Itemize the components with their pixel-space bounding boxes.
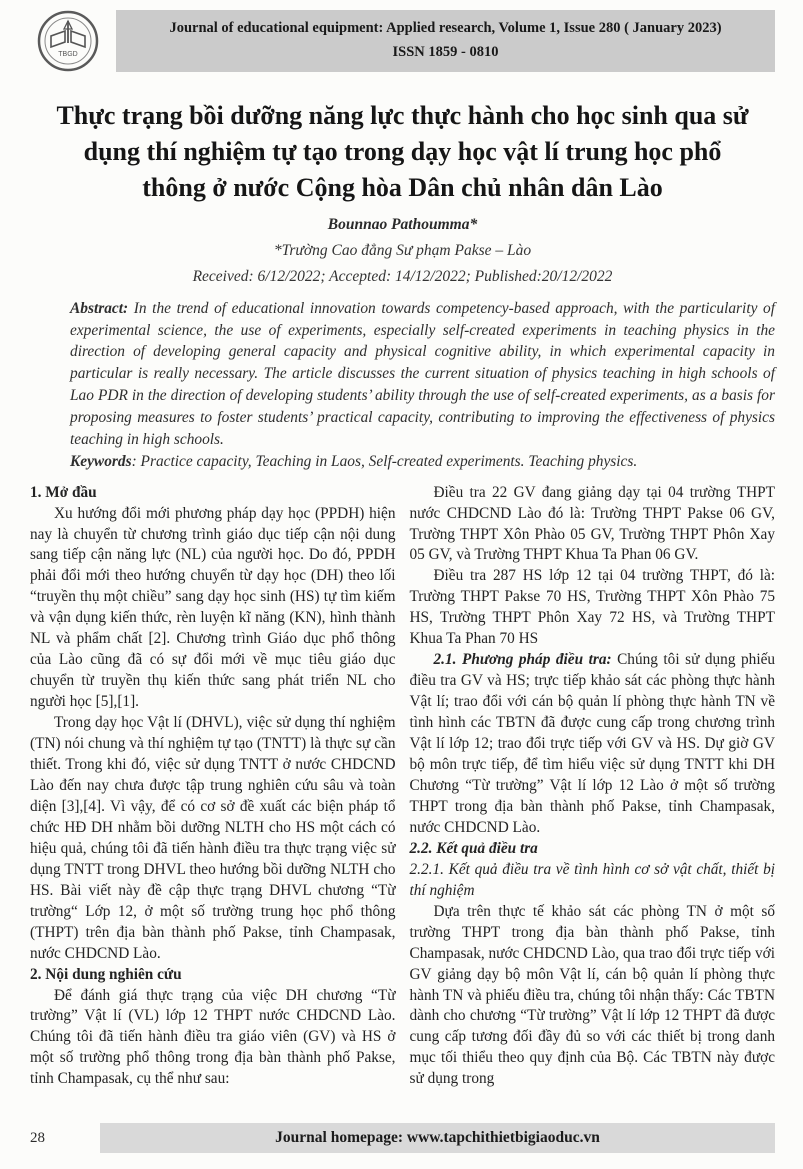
page-footer	[30, 1123, 775, 1153]
body-paragraph: Dựa trên thực tế khảo sát các phòng TN ở một số trường THPT trong địa bàn thành phố Pakse, tỉnh Champasak, nước CHDCND Lào, qua trao đổi trực tiếp với GV giảng dạy bộ môn Vật lí, cán bộ quản lí phòng thực hành TN và phiếu điều tra, chúng tôi nhận thấy: Các TBTN dành cho chương “Từ trường” Vật lí lớp 12 THPT đã được cung cấp tương đối đầy đủ so với các thiết bị trong danh mục tối thiểu theo quy định của Bộ. Các TBTN này được sử dụng trong	[409, 902, 775, 1088]
article-body	[30, 483, 775, 1091]
logo-text: TBGD	[58, 51, 78, 58]
abstract-text: In the trend of educational innovation towards competency-based approach, with the particularity of experimental science, the use of experiments, especially self-created experiments in teaching physics in the direction of developing general capacity and physical cognitive ability, in which experimental capacity in particular is really necessary. The article discusses the current situation of physics teaching in high schools of Lao PDR in the direction of developing students’ ability through the use of self-created experiments, as a basis for proposing measures to foster students’ practical capacity, contributing to improving the effectiveness of physics teaching in high schools.	[70, 299, 775, 448]
abstract-paragraph	[70, 298, 775, 451]
section-1-heading: 1. Mở đầu	[30, 483, 97, 501]
body-paragraph: Để đánh giá thực trạng của việc DH chương “Từ trường” Vật lí (VL) lớp 12 THPT nước CHDCND Lào. Chúng tôi đã tiến hành điều tra giáo viên (GV) và HS ở một số trường phổ thông trong địa bàn thành phố Pakse, tỉnh Champasak, cụ thể như sau:	[30, 986, 396, 1088]
keywords-label: Keywords	[70, 452, 132, 470]
section-2-1-heading: 2.1. Phương pháp điều tra:	[433, 651, 612, 669]
header-bar	[116, 10, 775, 71]
author-name: Bounnao Pathoumma*	[327, 215, 478, 233]
journal-homepage: Journal homepage: www.tapchithietbigiaoduc.vn	[100, 1123, 775, 1153]
section-2-2-heading: 2.2. Kết quả điều tra	[409, 839, 538, 857]
journal-header	[30, 8, 775, 74]
body-paragraph: Xu hướng đổi mới phương pháp dạy học (PPDH) hiện nay là chuyển từ chương trình giáo dục tiếp cận nội dung sang tiếp cận năng lực (NL) của người học. Do đó, PPDH phải đổi mới theo hướng chuyển từ dạy học (DH) theo lối “truyền thụ một chiều” sang dạy học sinh (HS) tự tìm kiếm và vận dụng kiến thức, rèn luyện kĩ năng (KN), hình thành NL và phẩm chất [2]. Chương trình Giáo dục phổ thông của Lào cũng đã có sự đổi mới về mục tiêu giáo dục chuyển từ truyền thụ kiến thức sang phát triển NL cho người học [5],[1].	[30, 504, 396, 711]
body-paragraph: Trong dạy học Vật lí (DHVL), việc sử dụng thí nghiệm (TN) nói chung và thí nghiệm tự tạo (TNTT) là thực sự cần thiết. Trong khi đó, việc sử dụng TNTT ở nước CHDCND Lào đến nay chưa được tập trung nghiên cứu sâu và toàn diện [3],[4]. Vì vậy, để có cơ sở đề xuất các biện pháp tổ chức HĐ DH nhằm bồi dưỡng NLTH cho HS một cách có hiệu quả, chúng tôi đã tiến hành điều tra thực trạng việc sử dụng TNTT trong DHVL theo hướng bồi dưỡng NLTH cho HS. Bài viết này đề cập thực trạng DHVL chương “Từ trường“ Lớp 12, ở một số trường trung học phổ thông (THPT) trên địa bàn thành phố Pakse, tỉnh Champasak, nước CHDCND Lào.	[30, 714, 396, 962]
keywords-line	[70, 451, 775, 473]
body-paragraph: Điều tra 22 GV đang giảng dạy tại 04 trường THPT nước CHDCND Lào đó là: Trường THPT Pakse 06 GV, Trường THPT Xôn Phào 05 GV, Trường THPT Phôn Xay 05 GV, và Trường THPT Khua Ta Phan 06 GV.	[409, 483, 775, 564]
section-2-1-text: Chúng tôi sử dụng phiếu điều tra GV và HS; trực tiếp khảo sát các phòng thực hành Vật lí; trao đổi với cán bộ quản lí phòng thực hành TN về tình hình các TBTN đã được cung cấp trong chương trình Vật lí lớp 12; trao đổi trực tiếp với GV và HS. Dự giờ GV bộ môn trực tiếp, để tìm hiểu việc sử dụng TNTT khi DH Chương “Từ trường” Vật lí lớp 12 Lào ở một số trường THPT trong địa bàn thành phố Pakse, tỉnh Champasak, nước CHDCND Lào.	[409, 651, 776, 836]
abstract-label: Abstract:	[70, 299, 129, 317]
right-column	[410, 483, 776, 1091]
journal-name-line: Journal of educational equipment: Applied research, Volume 1, Issue 280 ( January 2023)	[169, 20, 722, 37]
body-paragraph	[410, 650, 776, 839]
page-number: 28	[30, 1129, 45, 1146]
article-title: Thực trạng bồi dưỡng năng lực thực hành cho học sinh qua sử dụng thí nghiệm tự tạo trong dạy học vật lí trung học phổ thông ở nước Cộng hòa Dân chủ nhân dân Lào	[56, 101, 749, 202]
section-2-2-1-heading: 2.2.1. Kết quả điều tra về tình hình cơ sở vật chất, thiết bị thí nghiệm	[409, 860, 775, 899]
keywords-text: : Practice capacity, Teaching in Laos, Self-created experiments. Teaching physics.	[131, 452, 638, 470]
article-dates: Received: 6/12/2022; Accepted: 14/12/2022; Published:20/12/2022	[192, 267, 613, 285]
issn-line: ISSN 1859 - 0810	[392, 43, 499, 60]
journal-logo-icon	[30, 8, 106, 74]
body-paragraph: Điều tra 287 HS lớp 12 tại 04 trường THPT, đó là: Trường THPT Pakse 70 HS, Trường THPT Xôn Phào 75 HS, Trường THPT Phôn Xay 72 HS, và Trường THPT Khua Ta Phan 70 HS	[409, 567, 775, 648]
section-2-heading: 2. Nội dung nghiên cứu	[30, 965, 182, 983]
left-column	[30, 483, 396, 1091]
author-affiliation: *Trường Cao đẳng Sư phạm Pakse – Lào	[273, 241, 532, 259]
abstract-block	[70, 298, 775, 473]
